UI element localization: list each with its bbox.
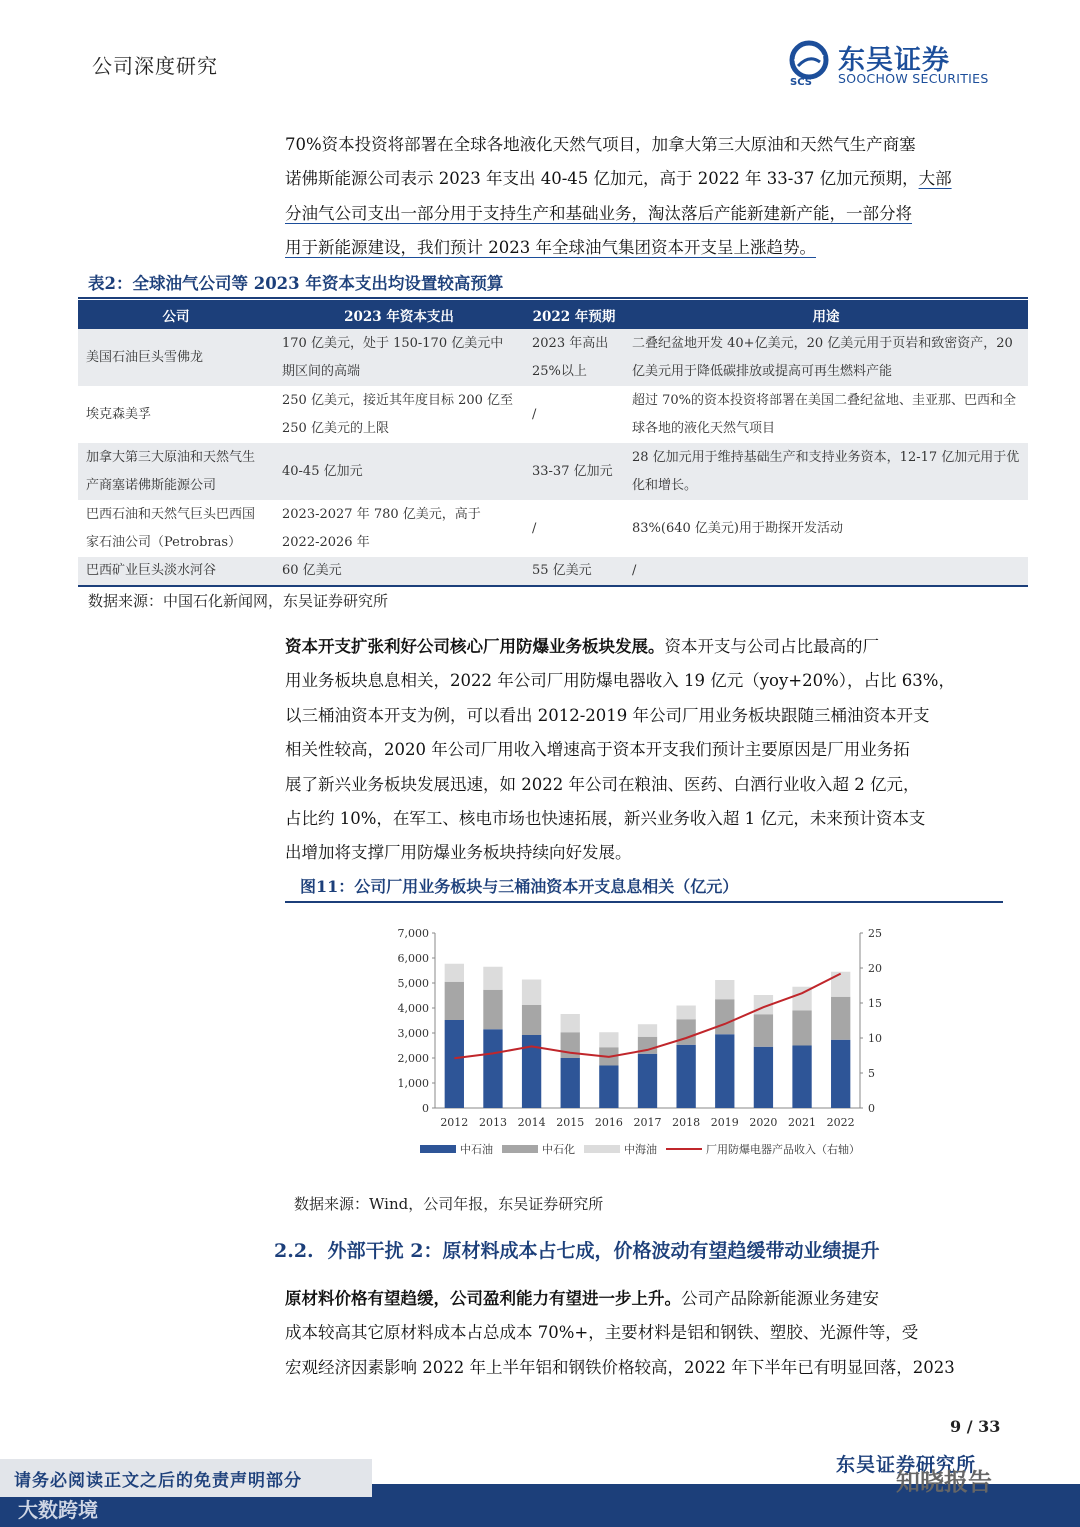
x-tick-label: 2012 bbox=[440, 1116, 469, 1129]
header-usage: 用途 bbox=[624, 300, 1028, 329]
right-tick-label: 20 bbox=[868, 962, 882, 975]
table-cell: 55 亿美元 bbox=[524, 557, 624, 586]
right-tick-label: 15 bbox=[868, 997, 882, 1010]
legend-swatch bbox=[420, 1145, 456, 1153]
table-cell: 美国石油巨头雪佛龙 bbox=[78, 329, 274, 386]
capex-line-6: 占比约 10%，在军工、核电市场也快速拓展，新兴业务收入超 1 亿元，未来预计资本支 bbox=[285, 809, 926, 829]
table-cell: 33-37 亿加元 bbox=[524, 443, 624, 500]
right-tick-label: 10 bbox=[868, 1032, 882, 1045]
x-tick-label: 2021 bbox=[788, 1116, 817, 1129]
report-type: 公司深度研究 bbox=[92, 54, 218, 78]
figure-title: 图11：公司厂用业务板块与三桶油资本开支息息相关（亿元） bbox=[300, 877, 739, 896]
x-tick-label: 2019 bbox=[710, 1116, 739, 1129]
x-tick-label: 2018 bbox=[672, 1116, 701, 1129]
right-tick-label: 5 bbox=[868, 1067, 875, 1080]
bar-中海油-2015 bbox=[561, 1014, 580, 1032]
section-number: 2.2. bbox=[274, 1240, 314, 1262]
header-expect-2022: 2022 年预期 bbox=[524, 300, 624, 329]
table-cell: 二叠纪盆地开发 40+亿美元，20 亿美元用于页岩和致密资产，20 亿美元用于降低碳排放或提高可再生燃料产能 bbox=[624, 329, 1028, 386]
right-tick-label: 0 bbox=[868, 1102, 875, 1115]
table-title: 表2：全球油气公司等 2023 年资本支出均设置较高预算 bbox=[88, 274, 504, 293]
left-tick-label: 4,000 bbox=[397, 1002, 429, 1015]
bar-中海油-2017 bbox=[638, 1024, 657, 1037]
watermark-right: 知晓报告 bbox=[896, 1468, 992, 1496]
table-cell: 40-45 亿加元 bbox=[274, 443, 524, 500]
bar-中石油-2020 bbox=[754, 1047, 773, 1108]
bar-中石化-2019 bbox=[715, 999, 734, 1034]
table-cell: 埃克森美孚 bbox=[86, 406, 152, 422]
table-cell: 2023 年高出 25%以上 bbox=[524, 329, 624, 386]
bar-中海油-2022 bbox=[831, 972, 850, 997]
legend-swatch bbox=[502, 1145, 538, 1153]
x-tick-label: 2015 bbox=[556, 1116, 585, 1129]
capex-line-7: 出增加将支撑厂用防爆业务板块持续向好发展。 bbox=[285, 843, 632, 863]
capex-paragraph bbox=[285, 630, 1003, 871]
left-tick-label: 1,000 bbox=[397, 1077, 429, 1090]
company-logo bbox=[786, 38, 1006, 90]
figure-title-rule bbox=[285, 901, 1003, 903]
capex-line-3: 以三桶油资本开支为例，可以看出 2012-2019 年公司厂用业务板块跟随三桶油资本开支 bbox=[285, 705, 930, 725]
table-row bbox=[78, 443, 1028, 500]
legend-label: 中石油 bbox=[460, 1143, 493, 1156]
bar-中石油-2013 bbox=[483, 1029, 502, 1108]
capex-table bbox=[78, 300, 1028, 587]
table-source: 数据来源：中国石化新闻网，东吴证券研究所 bbox=[88, 592, 389, 610]
table-cell: 超过 70%的资本投资将部署在美国二叠纪盆地、圭亚那、巴西和全球各地的液化天然气项目 bbox=[632, 392, 1017, 436]
table-cell: 巴西矿业巨头淡水河谷 bbox=[78, 557, 274, 586]
table-cell: / bbox=[624, 557, 1028, 586]
watermark-left: 大数跨境 bbox=[18, 1498, 98, 1522]
bar-中石化-2020 bbox=[754, 1014, 773, 1047]
x-tick-label: 2017 bbox=[633, 1116, 662, 1129]
bar-中石油-2018 bbox=[676, 1045, 695, 1108]
table-cell: 28 亿加元用于维持基础生产和支持业务资本，12-17 亿加元用于优化和增长。 bbox=[624, 443, 1028, 500]
table-cell: 170 亿美元，处于 150-170 亿美元中期区间的高端 bbox=[274, 329, 524, 386]
left-tick-label: 3,000 bbox=[397, 1027, 429, 1040]
capex-line-5: 展了新兴业务板块发展迅速，如 2022 年公司在粮油、医药、白酒行业收入超 2 亿元， bbox=[285, 774, 920, 794]
table-row bbox=[78, 557, 1028, 586]
left-tick-label: 2,000 bbox=[397, 1052, 429, 1065]
bar-中海油-2013 bbox=[483, 967, 502, 990]
figure-source: 数据来源：Wind，公司年报，东吴证券研究所 bbox=[294, 1195, 604, 1213]
legend-label: 厂用防爆电器产品收入（右轴） bbox=[706, 1143, 860, 1156]
intro-line-3: 分油气公司支出一部分用于支持生产和基础业务，淘汰落后产能新建新产能，一部分将 bbox=[285, 203, 912, 223]
table-cell: 加拿大第三大原油和天然气生产商塞诺佛斯能源公司 bbox=[78, 443, 274, 500]
capex-line-4: 相关性较高，2020 年公司厂用收入增速高于资本开支我们预计主要原因是厂用业务拓 bbox=[285, 740, 910, 760]
footer-brand: 东吴证券研究所 bbox=[836, 1454, 977, 1476]
material-line-2: 成本较高其它原材料成本占总成本 70%+，主要材料是铝和钢铁、塑胶、光源件等，受 bbox=[285, 1323, 919, 1343]
bar-中石化-2013 bbox=[483, 990, 502, 1030]
table-cell: 250 亿美元，接近其年度目标 200 亿至 250 亿美元的上限 bbox=[282, 392, 514, 436]
table-row bbox=[78, 500, 1028, 557]
disclaimer-note: 请务必阅读正文之后的免责声明部分 bbox=[0, 1459, 372, 1497]
bar-中石化-2021 bbox=[792, 1011, 811, 1046]
bar-中海油-2012 bbox=[445, 964, 464, 982]
soochow-logo-icon bbox=[786, 40, 832, 86]
x-tick-label: 2013 bbox=[478, 1116, 507, 1129]
intro-line-2: 诺佛斯能源公司表示 2023 年支出 40-45 亿加元，高于 2022 年 33-37 亿加元预期，大部 bbox=[285, 169, 952, 189]
capex-revenue-chart bbox=[380, 918, 920, 1168]
bar-中石油-2021 bbox=[792, 1046, 811, 1109]
section-heading bbox=[274, 1236, 880, 1263]
table-row bbox=[78, 386, 1028, 443]
bar-中石油-2016 bbox=[599, 1066, 618, 1109]
bar-中海油-2018 bbox=[676, 1006, 695, 1020]
logo-english-name: SOOCHOW SECURITIES bbox=[838, 71, 989, 86]
x-tick-label: 2016 bbox=[594, 1116, 623, 1129]
table-row bbox=[78, 329, 1028, 386]
legend-swatch bbox=[584, 1145, 620, 1153]
left-tick-label: 0 bbox=[422, 1102, 429, 1115]
table-cell: 2023-2027 年 780 亿美元，高于 2022-2026 年 bbox=[282, 506, 481, 550]
header-capex-2023: 2023 年资本支出 bbox=[274, 300, 524, 329]
table-cell: 83%(640 亿美元)用于勘探开发活动 bbox=[632, 520, 843, 536]
left-tick-label: 7,000 bbox=[397, 927, 429, 940]
bar-中石油-2017 bbox=[638, 1054, 657, 1108]
intro-line-1: 70%资本投资将部署在全球各地液化天然气项目，加拿大第三大原油和天然气生产商塞 bbox=[285, 135, 916, 154]
intro-paragraph bbox=[285, 128, 1003, 266]
bar-中海油-2014 bbox=[522, 980, 541, 1006]
table-header-row bbox=[78, 300, 1028, 329]
section-title: 外部干扰 2：原材料成本占七成，价格波动有望趋缓带动业绩提升 bbox=[327, 1240, 880, 1262]
table-cell: 60 亿美元 bbox=[274, 557, 524, 586]
bar-中石化-2022 bbox=[831, 997, 850, 1040]
material-line-3: 宏观经济因素影响 2022 年上半年铝和钢铁价格较高，2022 年下半年已有明显回落，2023 bbox=[285, 1357, 955, 1377]
material-paragraph bbox=[285, 1282, 1003, 1385]
right-tick-label: 25 bbox=[868, 927, 882, 940]
bar-中石化-2014 bbox=[522, 1005, 541, 1035]
page-number: 9 / 33 bbox=[950, 1417, 1001, 1436]
table-cell: 巴西石油和天然气巨头巴西国家石油公司（Petrobras） bbox=[86, 506, 256, 550]
material-line-1: 原材料价格有望趋缓，公司盈利能力有望进一步上升。公司产品除新能源业务建安 bbox=[285, 1289, 879, 1308]
x-tick-label: 2020 bbox=[749, 1116, 778, 1129]
left-tick-label: 5,000 bbox=[397, 977, 429, 990]
logo-chinese-name: 东吴证券 bbox=[838, 45, 950, 76]
bar-中石油-2012 bbox=[445, 1020, 464, 1108]
bar-中海油-2016 bbox=[599, 1032, 618, 1047]
capex-line-2: 用业务板块息息相关，2022 年公司厂用防爆电器收入 19 亿元（yoy+20%），占比 63%， bbox=[285, 671, 955, 691]
legend-label: 中海油 bbox=[624, 1143, 657, 1156]
bar-中海油-2019 bbox=[715, 980, 734, 999]
bar-中石油-2015 bbox=[561, 1058, 580, 1108]
left-tick-label: 6,000 bbox=[397, 952, 429, 965]
table-cell: / bbox=[532, 406, 537, 422]
intro-line-4: 用于新能源建设，我们预计 2023 年全球油气集团资本开支呈上涨趋势。 bbox=[285, 238, 816, 258]
bar-中石油-2022 bbox=[831, 1040, 850, 1108]
legend-label: 中石化 bbox=[542, 1143, 575, 1156]
header-company: 公司 bbox=[78, 300, 274, 329]
table-title-rule bbox=[78, 297, 1028, 299]
x-tick-label: 2014 bbox=[517, 1116, 546, 1129]
capex-line-1: 资本开支扩张利好公司核心厂用防爆业务板块发展。资本开支与公司占比最高的厂 bbox=[285, 637, 879, 656]
bar-中石油-2019 bbox=[715, 1034, 734, 1108]
x-tick-label: 2022 bbox=[826, 1116, 855, 1129]
table-cell: / bbox=[532, 520, 537, 536]
logo-mark-text: SCS bbox=[790, 77, 812, 86]
bar-中石化-2012 bbox=[445, 982, 464, 1020]
